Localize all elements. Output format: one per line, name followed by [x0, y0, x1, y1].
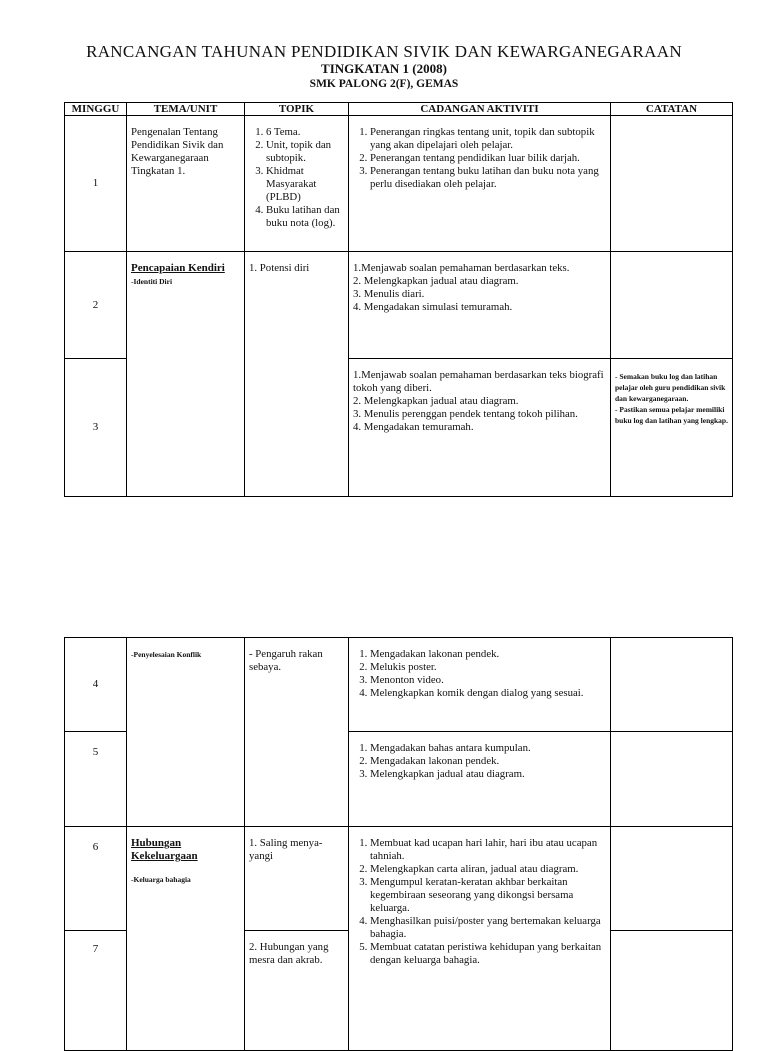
list-item: 3. Menulis diari. — [353, 288, 425, 300]
list-item: 2. Melukis poster. — [370, 661, 606, 674]
col-header-aktiviti: CADANGAN AKTIVITI — [349, 103, 611, 116]
topik-cell: 1. Potensi diri — [245, 252, 349, 497]
list-item: 3. Penerangan tentang buku latihan dan buku nota yang perlu disediakan oleh pelajar. — [370, 165, 606, 191]
week-cell: 6 — [65, 827, 127, 931]
catatan-cell — [611, 732, 733, 827]
plan-table-1 — [64, 102, 733, 497]
list-item: 5. Membuat catatan peristiwa kehidupan yang berkaitan dengan keluarga bahagia. — [370, 941, 606, 967]
list-item: 4. Mengadakan simulasi temuramah. — [353, 301, 513, 313]
list-item: 4. Melengkapkan komik dengan dialog yang sesuai. — [370, 687, 606, 700]
list-item: 3. Menulis perenggan pendek tentang tokoh pilihan. — [353, 408, 578, 420]
catatan-cell — [611, 931, 733, 1051]
list-item: 2. Mengadakan lakonan pendek. — [370, 755, 606, 768]
aktiviti-cell — [349, 732, 611, 827]
list-item: 2. Melengkapkan carta aliran, jadual atau diagram. — [370, 863, 606, 876]
table-header-row — [65, 103, 733, 116]
tema-title: Hubungan Kekeluargaan — [131, 837, 198, 862]
tema-cell — [127, 252, 245, 497]
list-item: 3. Melengkapkan jadual atau diagram. — [370, 768, 606, 781]
tema-cell — [127, 638, 245, 827]
list-item: 1. Penerangan ringkas tentang unit, topik dan subtopik yang akan dipelajari oleh pelajar. — [370, 126, 606, 152]
list-item: 1.Menjawab soalan pemahaman berdasarkan teks. — [353, 262, 570, 274]
list-item: 1. Mengadakan lakonan pendek. — [370, 648, 606, 661]
page-title: RANCANGAN TAHUNAN PENDIDIKAN SIVIK DAN KEWARGANEGARAAN — [86, 42, 682, 61]
aktiviti-cell — [349, 116, 611, 252]
table-row — [65, 638, 733, 732]
table-row — [65, 252, 733, 359]
tema-title: Pencapaian Kendiri — [131, 262, 225, 274]
week-cell: 1 — [65, 116, 127, 252]
tema-cell — [127, 827, 245, 1051]
topik-cell: 2. Hubungan yang mesra dan akrab. — [245, 931, 349, 1051]
catatan-cell — [611, 638, 733, 732]
tema-subtitle: -Keluarga bahagia — [131, 875, 191, 884]
list-item: 4. Buku latihan dan buku nota (log). — [266, 204, 344, 230]
list-item: 1. Membuat kad ucapan hari lahir, hari ibu atau ucapan tahniah. — [370, 837, 606, 863]
list-item: 2. Penerangan tentang pendidikan luar bilik darjah. — [370, 152, 606, 165]
list-item: 2. Melengkapkan jadual atau diagram. — [353, 275, 519, 287]
aktiviti-cell — [349, 638, 611, 732]
page-subtitle-school: SMK PALONG 2(F), GEMAS — [309, 78, 459, 90]
list-item: 3. Menonton video. — [370, 674, 606, 687]
tema-subtitle: -Penyelesaian Konflik — [131, 650, 202, 659]
list-item: 3. Mengumpul keratan-keratan akhbar berkaitan kegembiraan seseorang yang dikongsi bersama keluarga. — [370, 876, 606, 915]
plan-table-2 — [64, 637, 733, 1051]
week-cell: 4 — [65, 638, 127, 732]
tema-cell: Pengenalan Tentang Pendidikan Sivik dan Kewarganegaraan Tingkatan 1. — [127, 116, 245, 252]
list-item: 1. Mengadakan bahas antara kumpulan. — [370, 742, 606, 755]
list-item: 2. Unit, topik dan subtopik. — [266, 139, 344, 165]
list-item: 1.Menjawab soalan pemahaman berdasarkan teks biografi tokoh yang diberi. — [353, 369, 604, 394]
col-header-minggu: MINGGU — [65, 103, 127, 116]
table-row — [65, 827, 733, 931]
catatan-cell — [611, 827, 733, 931]
tema-subtitle: -Identiti Diri — [131, 277, 173, 286]
aktiviti-cell — [349, 359, 611, 497]
catatan-cell — [611, 359, 733, 497]
week-cell: 5 — [65, 732, 127, 827]
catatan-cell — [611, 116, 733, 252]
week-cell: 2 — [65, 252, 127, 359]
list-item: 3. Khidmat Masyarakat (PLBD) — [266, 165, 344, 204]
page-subtitle-level: TINGKATAN 1 (2008) — [321, 61, 447, 76]
week-cell: 7 — [65, 931, 127, 1051]
week-cell: 3 — [65, 359, 127, 497]
aktiviti-cell — [349, 252, 611, 359]
topik-cell — [245, 116, 349, 252]
topik-cell: - Pengaruh rakan sebaya. — [245, 638, 349, 827]
table-row — [65, 116, 733, 252]
col-header-catatan: CATATAN — [611, 103, 733, 116]
catatan-cell — [611, 252, 733, 359]
topik-cell: 1. Saling menya-yangi — [245, 827, 349, 931]
list-item: 4. Mengadakan temuramah. — [353, 421, 474, 433]
aktiviti-cell — [349, 827, 611, 1051]
catatan-note: - Semakan buku log dan latihan pelajar oleh guru pendidikan sivik dan kewarganegaraan. - Pastikan semua pelajar memiliki buku log dan latihan yang lengkap. — [615, 372, 728, 425]
col-header-tema: TEMA/UNIT — [127, 103, 245, 116]
list-item: 2. Melengkapkan jadual atau diagram. — [353, 395, 519, 407]
list-item: 1. 6 Tema. — [266, 126, 344, 139]
col-header-topik: TOPIK — [245, 103, 349, 116]
list-item: 4. Menghasilkan puisi/poster yang bertemakan keluarga bahagia. — [370, 915, 606, 941]
